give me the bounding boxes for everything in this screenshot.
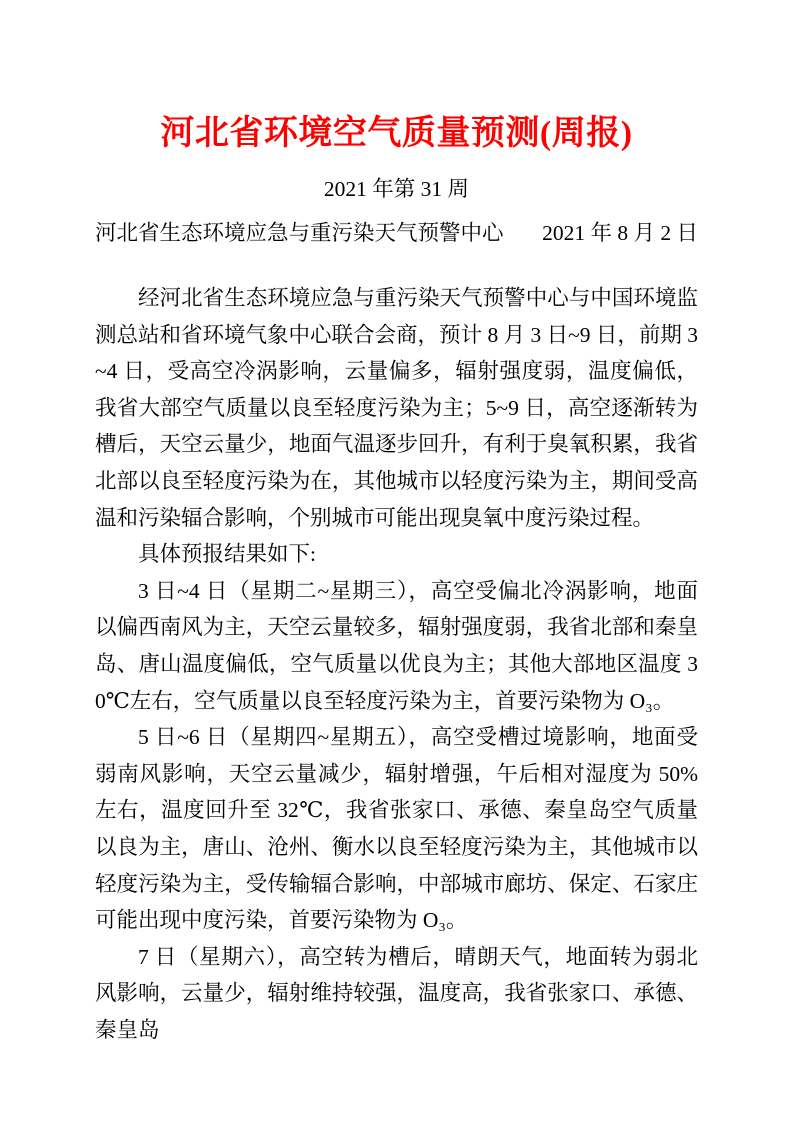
- issuer-name: 河北省生态环境应急与重污染天气预警中心: [95, 221, 504, 245]
- document-body: [95, 280, 698, 1048]
- paragraph-forecast-aug3-4: 3 日~4 日（星期二~星期三），高空受偏北冷涡影响，地面以偏西南风为主，天空云量较多，辐射强度弱，我省北部和秦皇岛、唐山温度偏低，空气质量以优良为主；其他大部地区温度 30℃左右，空气质量以良至轻度污染为主，首要污染物为 O₃。: [95, 578, 698, 713]
- issue-date: 2021 年 8 月 2 日: [542, 221, 698, 245]
- document-title: 河北省环境空气质量预测(周报): [160, 115, 633, 152]
- paragraph-overview: 经河北省生态环境应急与重污染天气预警中心与中国环境监测总站和省环境气象中心联合会商，预计 8 月 3 日~9 日，前期 3~4 日，受高空冷涡影响，云量偏多，辐射强度弱，温度偏低，我省大部空气质量以良至轻度污染为主；5~9 日，高空逐渐转为槽后，天空云量少，地面气温逐步回升，有利于臭氧积累，我省北部以良至轻度污染为在，其他城市以轻度污染为主，期间受高温和污染辐合影响，个别城市可能出现臭氧中度污染过程。: [95, 286, 698, 530]
- paragraph-forecast-aug5-6: 5 日~6 日（星期四~星期五），高空受槽过境影响，地面受弱南风影响，天空云量减少，辐射增强，午后相对湿度为 50%左右，温度回升至 32℃，我省张家口、承德、秦皇岛空气质量以良为主，唐山、沧州、衡水以良至轻度污染为主，其他城市以轻度污染为主，受传输辐合影响，中部城市廊坊、保定、石家庄可能出现中度污染，首要污染物为 O₃。: [95, 725, 698, 933]
- paragraph-forecast-intro: 具体预报结果如下:: [138, 542, 316, 567]
- paragraph-forecast-aug7: 7 日（星期六），高空转为槽后，晴朗天气，地面转为弱北风影响，云量少，辐射维持较强，温度高，我省张家口、承德、秦皇岛: [95, 944, 698, 1042]
- week-subtitle: 2021 年第 31 周: [323, 177, 470, 201]
- byline: [95, 220, 698, 246]
